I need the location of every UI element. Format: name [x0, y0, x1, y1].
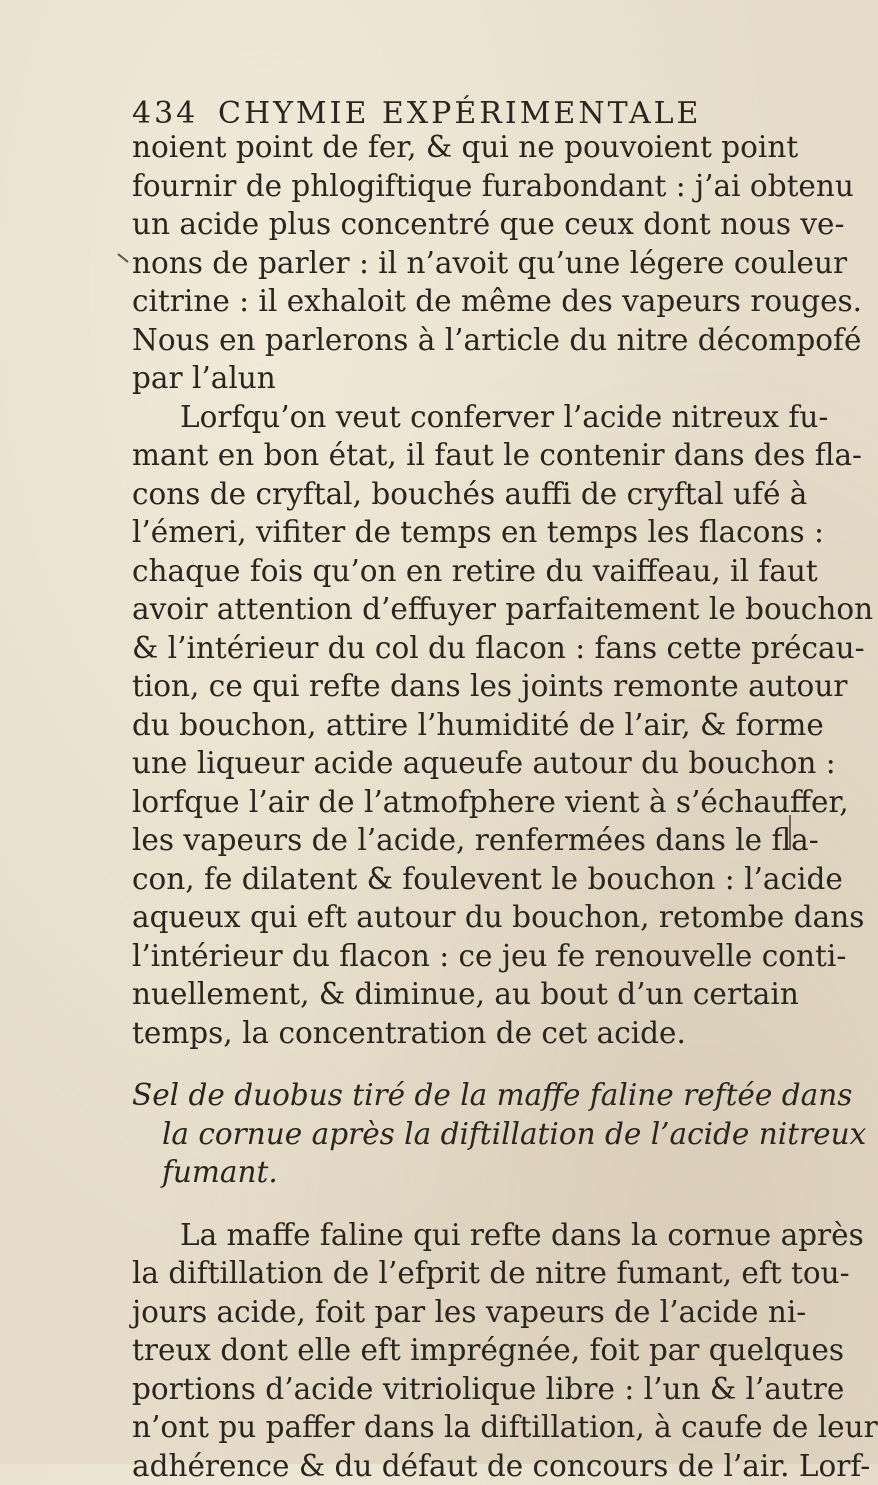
text-line: La maffe faline qui refte dans la cornue après	[180, 1217, 864, 1252]
text-line: cons de cryftal, bouchés auffi de cryftal ufé à	[132, 476, 808, 511]
text-line: les vapeurs de l’acide, renfermées dans le fla-	[132, 823, 819, 857]
text-line: noient point de fer, & qui ne pouvoient point	[132, 130, 799, 164]
text-line: nons de parler : il n’avoit qu’une légere couleur	[132, 245, 848, 280]
text-line: mant en bon état, il faut le contenir dans des fla-	[132, 438, 862, 472]
text-line: portions d’acide vitriolique libre : l’un & l’autre	[132, 1371, 845, 1406]
text-line: treux dont elle eft imprégnée, foit par quelques	[132, 1333, 845, 1367]
page-number: 434	[132, 96, 199, 131]
text-line: l’émeri, vifiter de temps en temps les flacons :	[132, 515, 824, 549]
section-heading-line: Sel de duobus tiré de la maffe faline reftée dans	[132, 1078, 853, 1112]
text-line: aqueux qui eft autour du bouchon, retombe dans	[132, 900, 865, 934]
text-line: adhérence & du défaut de concours de l’air. Lorf-	[132, 1448, 871, 1483]
section-heading-line: fumant.	[162, 1155, 278, 1189]
text-line: fournir de phlogiftique furabondant : j’ai obtenu	[132, 168, 854, 203]
text-line: citrine : il exhaloit de même des vapeurs rouges.	[132, 284, 863, 318]
text-line: jours acide, foit par les vapeurs de l’acide ni-	[132, 1294, 807, 1329]
text-line: n’ont pu paffer dans la diftillation, à caufe de leur	[132, 1410, 878, 1444]
margin-mark	[118, 254, 128, 262]
text-line: du bouchon, attire l’humidité de l’air, & forme	[132, 707, 824, 742]
text-line: une liqueur acide aqueufe autour du bouchon :	[132, 746, 836, 780]
text-line: chaque fois qu’on en retire du vaiffeau, il faut	[132, 553, 818, 588]
text-line: nuellement, & diminue, au bout d’un certain	[132, 977, 799, 1011]
text-line: la diftillation de l’efprit de nitre fumant, eft tou-	[132, 1256, 850, 1290]
text-line: & l’intérieur du col du flacon : fans cette précau-	[132, 630, 865, 665]
text-line: Lorfqu’on veut conferver l’acide nitreux fu-	[180, 399, 829, 434]
text-line: lorfque l’air de l’atmofphere vient à s’échauffer,	[132, 784, 849, 819]
section-heading-line: la cornue après la diftillation de l’acide nitreux	[162, 1116, 867, 1151]
text-line: Nous en parlerons à l’article du nitre décompofé	[132, 322, 862, 357]
text-line: l’intérieur du flacon : ce jeu fe renouvelle conti-	[132, 938, 847, 973]
text-line: un acide plus concentré que ceux dont nous ve-	[132, 207, 845, 241]
text-line: tion, ce qui refte dans les joints remonte autour	[132, 669, 848, 703]
running-title: CHYMIE EXPÉRIMENTALE	[218, 96, 702, 131]
text-line: con, fe dilatent & foulevent le bouchon : l’acide	[132, 861, 843, 896]
text-line: temps, la concentration de cet acide.	[132, 1015, 686, 1050]
text-line: par l’alun	[132, 361, 276, 395]
text-line: avoir attention d’effuyer parfaitement le bouchon	[132, 592, 874, 626]
